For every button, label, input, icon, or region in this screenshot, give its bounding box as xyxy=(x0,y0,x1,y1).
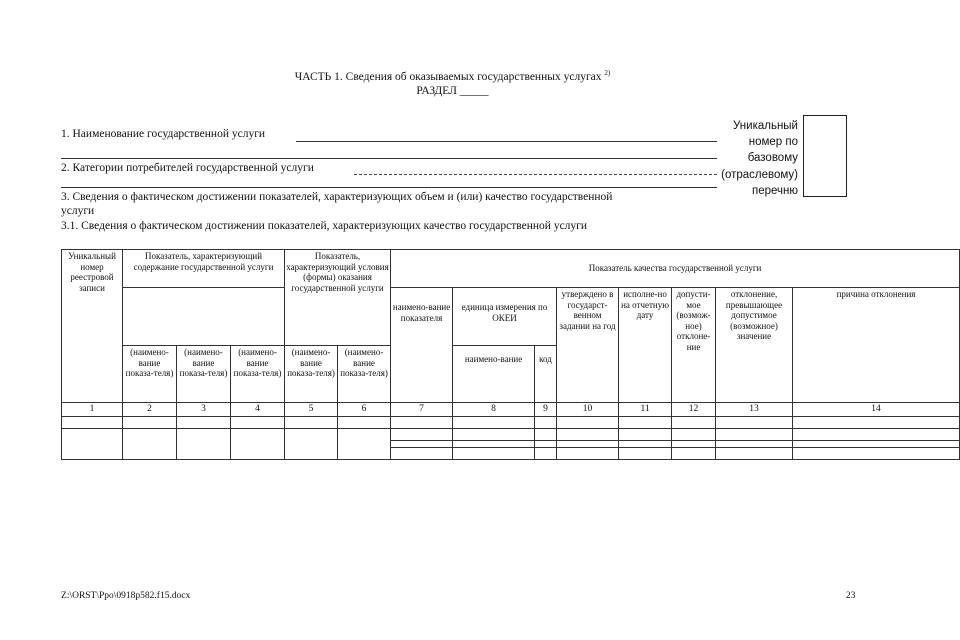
unique-number-line: (отраслевому) xyxy=(721,168,798,181)
header-content-sub-2: (наимено-вание показа-теля) xyxy=(177,346,231,403)
table-cell[interactable] xyxy=(672,448,716,460)
table-cell[interactable] xyxy=(62,429,123,460)
quality-achievement-label: 3.1. Сведения о фактическом достижении показателей, характеризующих качество государственной услуги xyxy=(61,220,588,232)
table-cell[interactable] xyxy=(391,429,453,441)
table-cell[interactable] xyxy=(557,441,619,448)
header-approved: утверждено в государст-венном задании на год xyxy=(557,288,619,403)
table-cell[interactable] xyxy=(557,448,619,460)
table-cell[interactable] xyxy=(716,417,793,429)
table-cell[interactable] xyxy=(793,441,960,448)
column-number: 5 xyxy=(285,403,338,417)
column-number: 7 xyxy=(391,403,453,417)
column-number: 9 xyxy=(535,403,557,417)
table-cell[interactable] xyxy=(391,417,453,429)
part-title xyxy=(0,69,905,83)
unique-number-line: перечню xyxy=(752,184,798,197)
column-number: 1 xyxy=(62,403,123,417)
header-conditions-sub-2: (наимено-вание показа-теля) xyxy=(338,346,391,403)
header-executed: исполне-но на отчетную дату xyxy=(619,288,672,403)
table-cell[interactable] xyxy=(177,417,231,429)
header-conditions-indicator: Показатель, характеризующий условия (формы) оказания государственной услуги xyxy=(285,250,391,346)
table-cell[interactable] xyxy=(535,441,557,448)
table-cell[interactable] xyxy=(535,448,557,460)
column-number: 12 xyxy=(672,403,716,417)
table-cell[interactable] xyxy=(453,429,535,441)
header-allowed-deviation: допусти-мое (возмож-ное) отклоне-ние xyxy=(672,288,716,403)
header-content-spacer xyxy=(123,288,285,346)
table-cell[interactable] xyxy=(285,429,338,460)
column-number: 13 xyxy=(716,403,793,417)
table-cell[interactable] xyxy=(453,417,535,429)
table-cell[interactable] xyxy=(177,429,231,460)
column-number: 6 xyxy=(338,403,391,417)
consumer-categories-label: 2. Категории потребителей государственной услуги xyxy=(61,162,314,174)
consumer-categories-underline xyxy=(354,174,717,175)
table-cell[interactable] xyxy=(453,448,535,460)
section-label: РАЗДЕЛ _____ xyxy=(416,85,489,97)
header-indicator-name: наимено-вание показателя xyxy=(391,288,453,403)
table-cell[interactable] xyxy=(535,429,557,441)
column-number: 11 xyxy=(619,403,672,417)
footer-page-number: 23 xyxy=(846,591,856,601)
table-cell[interactable] xyxy=(535,417,557,429)
service-name-underline xyxy=(296,141,717,142)
quality-indicators-table xyxy=(61,249,960,460)
table-cell[interactable] xyxy=(557,429,619,441)
table-cell[interactable] xyxy=(285,417,338,429)
actual-achievement-label-cont: услуги xyxy=(61,205,95,217)
header-unit-name: наимено-вание xyxy=(453,346,535,403)
table-cell[interactable] xyxy=(338,429,391,460)
header-deviation-reason: причина отклонения xyxy=(793,288,960,403)
header-content-sub-1: (наимено-вание показа-теля) xyxy=(123,346,177,403)
actual-achievement-label: 3. Сведения о фактическом достижении показателей, характеризующих объем и (или) качество государственной xyxy=(61,191,613,203)
table-cell[interactable] xyxy=(231,429,285,460)
header-excess-deviation: отклонение, превышающее допустимое (возможное) значение xyxy=(716,288,793,403)
table-row xyxy=(62,429,960,441)
table-cell[interactable] xyxy=(793,429,960,441)
table-cell[interactable] xyxy=(619,429,672,441)
header-unit-code: код xyxy=(535,346,557,403)
table-cell[interactable] xyxy=(123,429,177,460)
table-cell[interactable] xyxy=(716,441,793,448)
unique-number-label xyxy=(712,118,798,199)
service-name-label: 1. Наименование государственной услуги xyxy=(61,128,266,140)
table-cell[interactable] xyxy=(391,448,453,460)
table-cell[interactable] xyxy=(619,448,672,460)
column-number: 4 xyxy=(231,403,285,417)
table-cell[interactable] xyxy=(391,441,453,448)
header-unit-okei: единица измерения по ОКЕИ xyxy=(453,288,557,346)
column-number: 10 xyxy=(557,403,619,417)
unique-number-line: базовому xyxy=(747,152,798,165)
header-registry-number: Уникальный номер реестровой записи xyxy=(62,250,123,403)
divider-line xyxy=(61,158,717,159)
header-content-sub-3: (наимено-вание показа-теля) xyxy=(231,346,285,403)
unique-number-line: номер по xyxy=(748,136,798,149)
unique-number-line: Уникальный xyxy=(733,120,798,132)
table-cell[interactable] xyxy=(62,417,123,429)
footer-file-path: Z:\ORST\Ppo\0918p582.f15.docx xyxy=(61,591,191,601)
table-cell[interactable] xyxy=(716,448,793,460)
part-title-text: ЧАСТЬ 1. Сведения об оказываемых государственных услугах xyxy=(294,70,602,83)
part-title-note: 2) xyxy=(604,69,611,77)
table-cell[interactable] xyxy=(672,429,716,441)
table-cell[interactable] xyxy=(619,441,672,448)
column-number: 3 xyxy=(177,403,231,417)
table-cell[interactable] xyxy=(716,429,793,441)
table-cell[interactable] xyxy=(557,417,619,429)
table-cell[interactable] xyxy=(619,417,672,429)
table-cell[interactable] xyxy=(453,441,535,448)
table-cell[interactable] xyxy=(338,417,391,429)
header-quality-indicator: Показатель качества государственной услуги xyxy=(391,250,960,288)
unique-number-input[interactable] xyxy=(803,115,847,197)
table-cell[interactable] xyxy=(672,441,716,448)
header-content-indicator: Показатель, характеризующий содержание государственной услуги xyxy=(123,250,285,288)
column-number-row xyxy=(62,403,960,417)
table-cell[interactable] xyxy=(793,417,960,429)
column-number: 8 xyxy=(453,403,535,417)
table-cell[interactable] xyxy=(672,417,716,429)
header-conditions-sub-1: (наимено-вание показа-теля) xyxy=(285,346,338,403)
table-cell[interactable] xyxy=(123,417,177,429)
table-row xyxy=(62,417,960,429)
table-cell[interactable] xyxy=(231,417,285,429)
column-number: 14 xyxy=(793,403,960,417)
divider-line xyxy=(61,187,717,188)
column-number: 2 xyxy=(123,403,177,417)
table-cell[interactable] xyxy=(793,448,960,460)
